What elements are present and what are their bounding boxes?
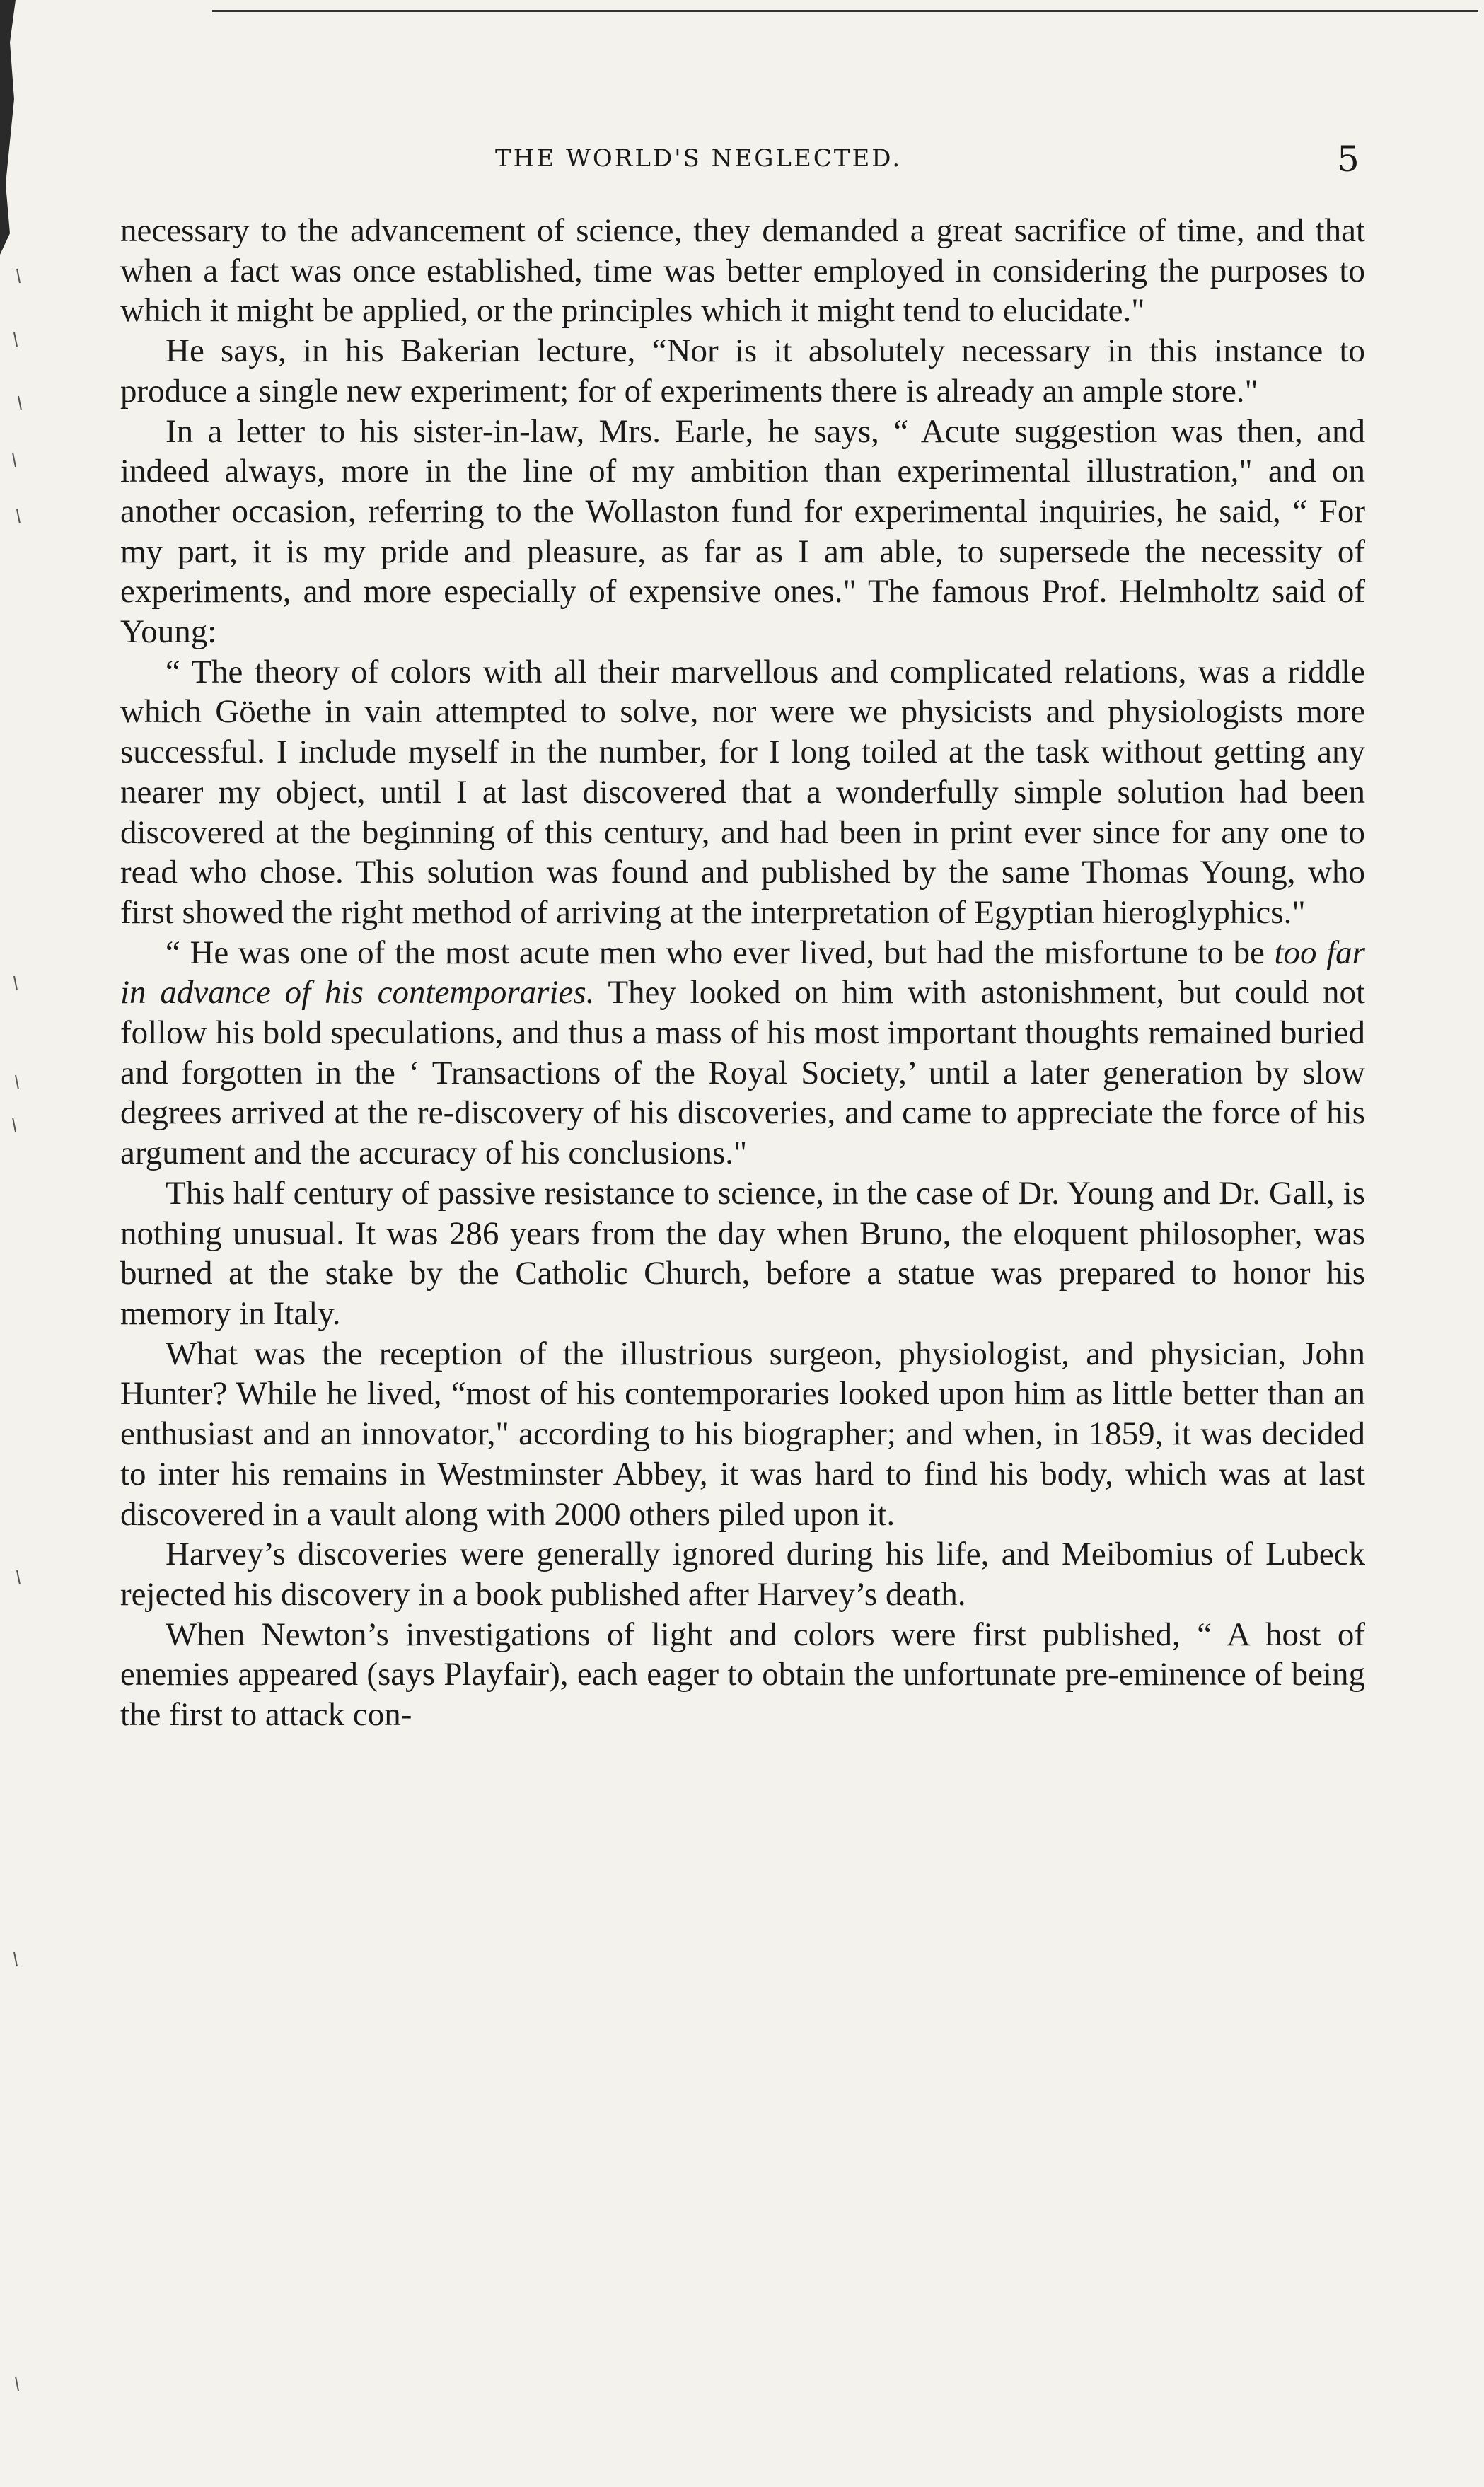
paragraph: He says, in his Bakerian lecture, “Nor is it absolutely necessary in this instance to produce a single new experiment; for of experiments there is already an ample store." bbox=[120, 332, 1365, 410]
paragraph: “ The theory of colors with all their marvellous and complicated relations, was a riddle which Göethe in vain attempted to solve, nor were we physicists and physiologists more successful. I include myself in the number, for I long toiled at the task without getting any nearer my object, until I at last discovered that a wonderfully simple solution had been discovered at the beginning of this century, and had been in print ever since for any one to read who chose. This solution was found and published by the same Thomas Young, who first showed the right method of arriving at the interpretation of Egyptian hieroglyphics." bbox=[120, 653, 1365, 931]
paragraph: What was the reception of the illustrious surgeon, physiologist, and physician, John Hunter? While he lived, “most of his contemporaries looked upon him as little better than an enthusiast and an innovator," according to his biographer; and when, in 1859, it was decided to inter his remains in Westminster Abbey, it was hard to find his body, which was at last discovered in a vault along with 2000 others piled upon it. bbox=[120, 1335, 1365, 1533]
paragraph: necessary to the advancement of science, they demanded a great sacrifice of time, and that when a fact was once established, time was better employed in considering the purposes to which it might be applied, or the principles which it might tend to elucidate." bbox=[120, 212, 1365, 330]
paragraph: This half century of passive resistance to science, in the case of Dr. Young and Dr. Gall, is nothing unusual. It was 286 years from the day when Bruno, the eloquent philosopher, was burned at the stake by the Catholic Church, before a statue was prepared to honor his memory in Italy. bbox=[120, 1174, 1365, 1332]
body-text bbox=[120, 211, 1365, 1735]
running-head bbox=[0, 139, 1484, 181]
page-number: 5 bbox=[1337, 139, 1360, 180]
emphasized-text: too far in advance of his contemporaries. bbox=[120, 934, 1365, 1011]
paragraph: Harvey’s discoveries were generally ignored during his life, and Meibomius of Lubeck rejected his discovery in a book published after Harvey’s death. bbox=[120, 1536, 1365, 1613]
paragraph-text: “ He was one of the most acute men who ever lived, but had the misfortune to be bbox=[166, 934, 1275, 971]
top-rule bbox=[212, 10, 1478, 12]
paragraph-text: They looked on him with astonishment, but could not follow his bold speculations, and thus a mass of his most important thoughts remained buried and forgotten in the ‘ Transactions of the Royal Society,’ until a later generation by slow degrees arrived at the re-discovery of his discoveries, and came to appreciate the force of his argument and the accuracy of his conclusions." bbox=[120, 974, 1365, 1172]
paragraph bbox=[120, 933, 1365, 1173]
page-edge-marks bbox=[0, 0, 42, 2487]
paragraph: When Newton’s investigations of light and colors were first published, “ A host of enemies appeared (says Playfair), each eager to obtain the unfortunate pre-eminence of being the first to attack con- bbox=[120, 1616, 1365, 1734]
running-title: THE WORLD'S NEGLECTED. bbox=[495, 144, 903, 173]
paragraph: In a letter to his sister-in-law, Mrs. Earle, he says, “ Acute suggestion was then, and indeed always, more in the line of my ambition than experimental illustration," and on another occasion, referring to the Wollaston fund for experimental inquiries, he said, “ For my part, it is my pride and pleasure, as far as I am able, to supersede the necessity of experiments, and more especially of expensive ones." The famous Prof. Helmholtz said of Young: bbox=[120, 412, 1365, 651]
